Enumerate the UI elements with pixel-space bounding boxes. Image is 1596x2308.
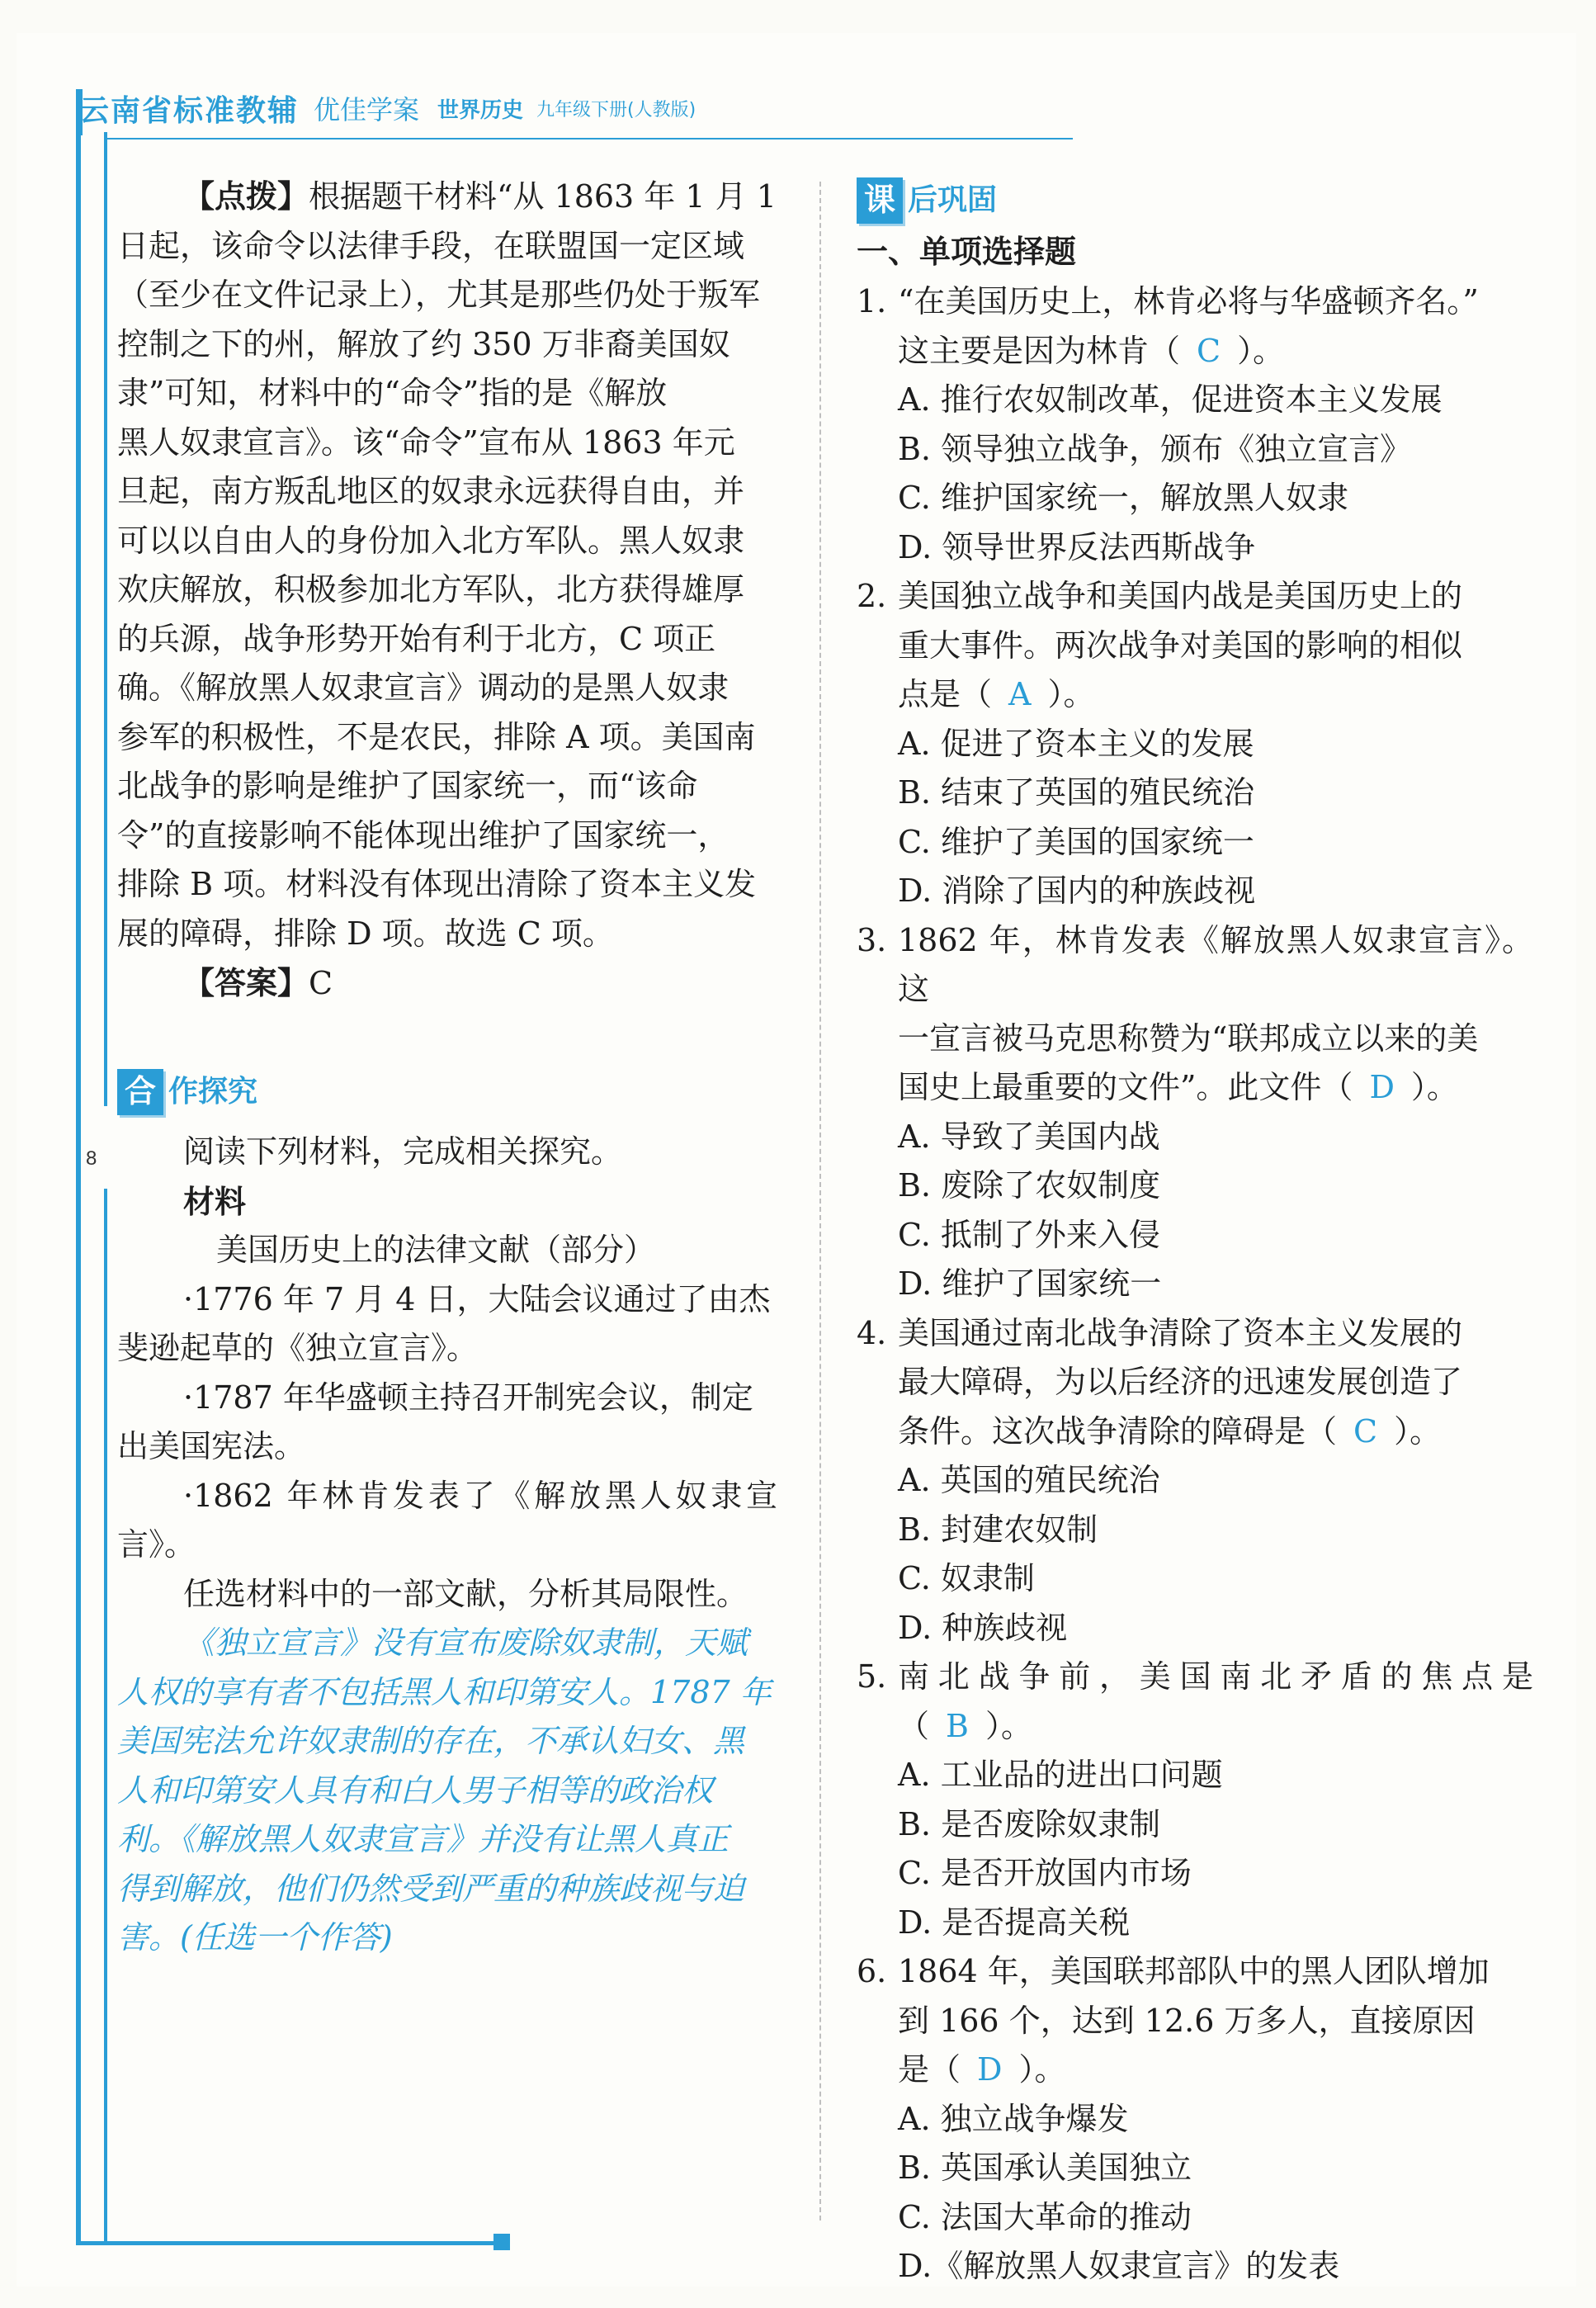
analysis-line-9: 的兵源，战争形势开始有利于北方，C 项正 bbox=[117, 620, 716, 657]
option-A: A. 工业品的进出口问题 bbox=[898, 1757, 1223, 1793]
question-line bbox=[857, 1997, 1533, 2046]
answer-line-4: 利。《解放黑人奴隶宣言》并没有让黑人真正 bbox=[117, 1821, 730, 1857]
question-number: 5. bbox=[857, 1658, 887, 1695]
cooperative-heading-text: 作探究 bbox=[168, 1075, 258, 1109]
analysis-block bbox=[117, 172, 777, 1009]
question-text: 南北战争前，美国南北矛盾的焦点是（ B ）。 bbox=[898, 1658, 1533, 1744]
analysis-line-10: 确。《解放黑人奴隶宣言》调动的是黑人奴隶 bbox=[117, 669, 730, 706]
question-line bbox=[857, 2046, 1533, 2095]
subject-title: 世界历史 bbox=[437, 97, 524, 123]
question-6 bbox=[857, 1947, 1533, 2291]
answer-line-6: 害。(任选一个作答) bbox=[117, 1919, 393, 1956]
question-tail: ）。 bbox=[1018, 2051, 1066, 2088]
answer-line-1: 人权的享有者不包括黑人和印第安人。1787 年 bbox=[117, 1673, 772, 1710]
question-text: 美国独立战争和美国内战是美国历史上的 bbox=[898, 578, 1463, 614]
grade-label: 九年级下册(人教版) bbox=[536, 99, 696, 121]
question-text: 最大障碍，为以后经济的迅速发展创造了 bbox=[898, 1364, 1463, 1400]
cooperative-section bbox=[117, 1067, 777, 1118]
question-text: 一宣言被马克思称赞为“联邦成立以来的美 bbox=[898, 1019, 1479, 1057]
question-text: 这主要是因为林肯（ C ）。 bbox=[898, 332, 1285, 369]
answer-line-3: 人和印第安人具有和白人男子相等的政治权 bbox=[117, 1771, 714, 1809]
question-text: 美国通过南北战争清除了资本主义发展的 bbox=[898, 1314, 1463, 1351]
page-header bbox=[79, 83, 696, 134]
material-item-3: 出美国宪法。 bbox=[117, 1428, 306, 1464]
analysis-line-14: 排除 B 项。材料没有体现出清除了资本主义发 bbox=[117, 866, 757, 902]
option-B: B. 英国承认美国独立 bbox=[898, 2150, 1192, 2186]
material-label: 材料 bbox=[183, 1182, 247, 1220]
analysis-line-4: 隶”可知，材料中的“命令”指的是《解放 bbox=[117, 375, 668, 411]
question-line bbox=[857, 327, 1533, 376]
option-A: A. 独立战争爆发 bbox=[898, 2100, 1129, 2137]
bottom-rail-square bbox=[493, 2234, 510, 2250]
right-column bbox=[857, 175, 1533, 2291]
option-D: D.《解放黑人奴隶宣言》的发表 bbox=[898, 2248, 1340, 2284]
review-heading bbox=[857, 175, 1533, 226]
book-title: 优佳学案 bbox=[314, 94, 420, 125]
question-text: 重大事件。两次战争对美国的影响的相似 bbox=[898, 627, 1463, 664]
left-rail-inner-bottom bbox=[104, 1189, 107, 2245]
option-C: C. 维护国家统一，解放黑人奴隶 bbox=[898, 480, 1348, 516]
left-column bbox=[117, 172, 777, 1009]
question-text: “在美国历史上，林肯必将与华盛顿齐名。” bbox=[898, 283, 1479, 319]
material-item-1: 斐逊起草的《独立宣言》。 bbox=[117, 1330, 479, 1366]
task-text: 任选材料中的一部文献，分析其局限性。 bbox=[183, 1575, 748, 1612]
material-item-0: ·1776 年 7 月 4 日，大陆会议通过了由杰 bbox=[183, 1280, 771, 1317]
answer-line-0: 《独立宣言》没有宣布废除奴隶制，天赋 bbox=[183, 1625, 748, 1661]
analysis-line-8: 欢庆解放，积极参加北方军队，北方获得雄厚 bbox=[117, 571, 745, 608]
question-3 bbox=[857, 916, 1533, 1309]
question-number bbox=[857, 327, 898, 376]
question-tail: ）。 bbox=[1047, 676, 1095, 712]
question-line bbox=[857, 670, 1533, 720]
option-A: A. 促进了资本主义的发展 bbox=[898, 725, 1254, 762]
analysis-line-15: 展的障碍，排除 D 项。故选 C 项。 bbox=[117, 915, 614, 952]
question-number: 2. bbox=[857, 578, 887, 614]
option-D: D. 消除了国内的种族歧视 bbox=[898, 873, 1256, 909]
question-line bbox=[857, 1309, 1533, 1359]
question-number bbox=[857, 670, 898, 720]
analysis-line-6: 旦起，南方叛乱地区的奴隶永远获得自由，并 bbox=[117, 473, 745, 509]
question-list bbox=[857, 277, 1533, 2291]
review-badge: 课 bbox=[857, 177, 903, 224]
analysis-label: 【点拨】 bbox=[183, 177, 309, 215]
column-divider bbox=[819, 182, 821, 2221]
option-C: C. 法国大革命的推动 bbox=[898, 2198, 1192, 2235]
question-line bbox=[857, 1063, 1533, 1113]
question-4 bbox=[857, 1309, 1533, 1653]
cooperative-badge: 合 bbox=[117, 1069, 163, 1115]
question-tail: ）。 bbox=[1237, 332, 1285, 369]
question-number bbox=[857, 1063, 898, 1113]
intro-text: 阅读下列材料，完成相关探究。 bbox=[183, 1133, 623, 1170]
question-number bbox=[857, 1407, 898, 1457]
series-title: 云南省标准教辅 bbox=[79, 93, 300, 128]
question-number: 4. bbox=[857, 1314, 887, 1351]
question-tail: ）。 bbox=[1394, 1412, 1442, 1450]
analysis-line-5: 黑人奴隶宣言》。该“命令”宣布从 1863 年元 bbox=[117, 423, 735, 461]
analysis-line-7: 可以以自由人的身份加入北方军队。黑人奴隶 bbox=[117, 522, 745, 559]
question-text: 1862 年，林肯发表《解放黑人奴隶宣言》。这 bbox=[898, 921, 1533, 1007]
question-number: 6. bbox=[857, 1953, 887, 1989]
option-D: D. 种族歧视 bbox=[898, 1609, 1068, 1646]
analysis-line-2: （至少在文件记录上），尤其是那些仍处于叛军 bbox=[117, 277, 761, 313]
option-C: C. 奴隶制 bbox=[898, 1560, 1035, 1596]
material-title: 美国历史上的法律文献（部分） bbox=[216, 1232, 656, 1268]
answer-mark: D bbox=[977, 2051, 1003, 2088]
option-B: B. 封建农奴制 bbox=[898, 1511, 1098, 1548]
question-line bbox=[857, 277, 1533, 327]
question-text: 点是（ A ）。 bbox=[898, 676, 1095, 712]
review-heading-text: 后巩固 bbox=[908, 183, 998, 218]
answer-line bbox=[117, 958, 777, 1009]
option-B: B. 领导独立战争，颁布《独立宣言》 bbox=[898, 430, 1412, 467]
part-title: 一、单项选择题 bbox=[857, 234, 1077, 270]
question-line bbox=[857, 1358, 1533, 1407]
option-C: C. 维护了美国的国家统一 bbox=[898, 823, 1254, 860]
question-number: 3. bbox=[857, 921, 887, 958]
analysis-line-11: 参军的积极性，不是农民，排除 A 项。美国南 bbox=[117, 718, 756, 755]
question-2 bbox=[857, 572, 1533, 916]
material-item-4: ·1862 年林肯发表了《解放黑人奴隶宣言》。 bbox=[117, 1477, 777, 1563]
question-tail: ）。 bbox=[985, 1707, 1032, 1744]
question-line bbox=[857, 1653, 1533, 1751]
page-number: 8 bbox=[86, 1147, 97, 1170]
answer-line-2: 美国宪法允许奴隶制的存在，不承认妇女、黑 bbox=[117, 1723, 745, 1759]
analysis-line-12: 北战争的影响是维护了国家统一，而“该命 bbox=[117, 768, 698, 804]
header-rule bbox=[107, 138, 1073, 140]
question-number bbox=[857, 1358, 898, 1407]
analysis-line-13: 令”的直接影响不能体现出维护了国家统一， bbox=[117, 816, 730, 854]
answer-mark: A bbox=[1008, 676, 1032, 712]
question-1 bbox=[857, 277, 1533, 572]
question-number: 1. bbox=[857, 283, 887, 319]
option-B: B. 废除了农奴制度 bbox=[898, 1167, 1161, 1204]
question-tail: ）。 bbox=[1410, 1069, 1458, 1105]
analysis-line-1: 日起，该命令以法律手段，在联盟国一定区域 bbox=[117, 227, 745, 264]
left-rail-inner-top bbox=[104, 132, 107, 1106]
bottom-rail bbox=[76, 2241, 497, 2245]
option-A: A. 推行农奴制改革，促进资本主义发展 bbox=[898, 381, 1443, 418]
option-A: A. 导致了美国内战 bbox=[898, 1118, 1160, 1155]
answer-line-5: 得到解放，他们仍然受到严重的种族歧视与迫 bbox=[117, 1870, 745, 1907]
question-number bbox=[857, 2046, 898, 2095]
answer-mark: B bbox=[946, 1707, 969, 1744]
question-line bbox=[857, 1014, 1533, 1064]
option-D: D. 是否提高关税 bbox=[898, 1904, 1131, 1941]
question-text: 是（ D ）。 bbox=[898, 2051, 1066, 2088]
option-B: B. 结束了英国的殖民统治 bbox=[898, 774, 1255, 811]
analysis-line-0: 【点拨】根据题干材料“从 1863 年 1 月 1 bbox=[183, 177, 777, 215]
question-line bbox=[857, 1947, 1533, 1997]
answer-mark: C bbox=[1197, 332, 1221, 369]
option-D: D. 维护了国家统一 bbox=[898, 1265, 1162, 1302]
question-text: 条件。这次战争清除的障碍是（ C ）。 bbox=[898, 1412, 1442, 1450]
option-C: C. 抵制了外来入侵 bbox=[898, 1216, 1160, 1253]
question-number bbox=[857, 622, 898, 671]
option-D: D. 领导世界反法西斯战争 bbox=[898, 528, 1256, 565]
option-A: A. 英国的殖民统治 bbox=[898, 1462, 1160, 1498]
question-number bbox=[857, 1997, 898, 2046]
question-line bbox=[857, 916, 1533, 1014]
left-rail bbox=[76, 132, 81, 2245]
question-line bbox=[857, 622, 1533, 671]
answer-mark: C bbox=[1353, 1412, 1378, 1450]
answer-value: C bbox=[309, 965, 333, 1001]
option-C: C. 是否开放国内市场 bbox=[898, 1855, 1192, 1891]
answer-label: 【答案】 bbox=[183, 964, 309, 1001]
question-text: 1864 年，美国联邦部队中的黑人团队增加 bbox=[898, 1953, 1490, 1989]
question-line bbox=[857, 1407, 1533, 1457]
question-line bbox=[857, 572, 1533, 622]
answer-mark: D bbox=[1369, 1069, 1395, 1105]
material-item-2: ·1787 年华盛顿主持召开制宪会议，制定 bbox=[183, 1379, 753, 1416]
question-text: 国史上最重要的文件”。此文件（ D ）。 bbox=[898, 1069, 1458, 1105]
question-text: 到 166 个，达到 12.6 万多人，直接原因 bbox=[898, 2002, 1476, 2039]
analysis-line-3: 控制之下的州，解放了约 350 万非裔美国奴 bbox=[117, 325, 730, 362]
question-number bbox=[857, 1014, 898, 1064]
cooperative-body bbox=[117, 1128, 777, 1963]
question-5 bbox=[857, 1653, 1533, 1947]
option-B: B. 是否废除奴隶制 bbox=[898, 1805, 1161, 1842]
cooperative-heading bbox=[117, 1067, 777, 1118]
